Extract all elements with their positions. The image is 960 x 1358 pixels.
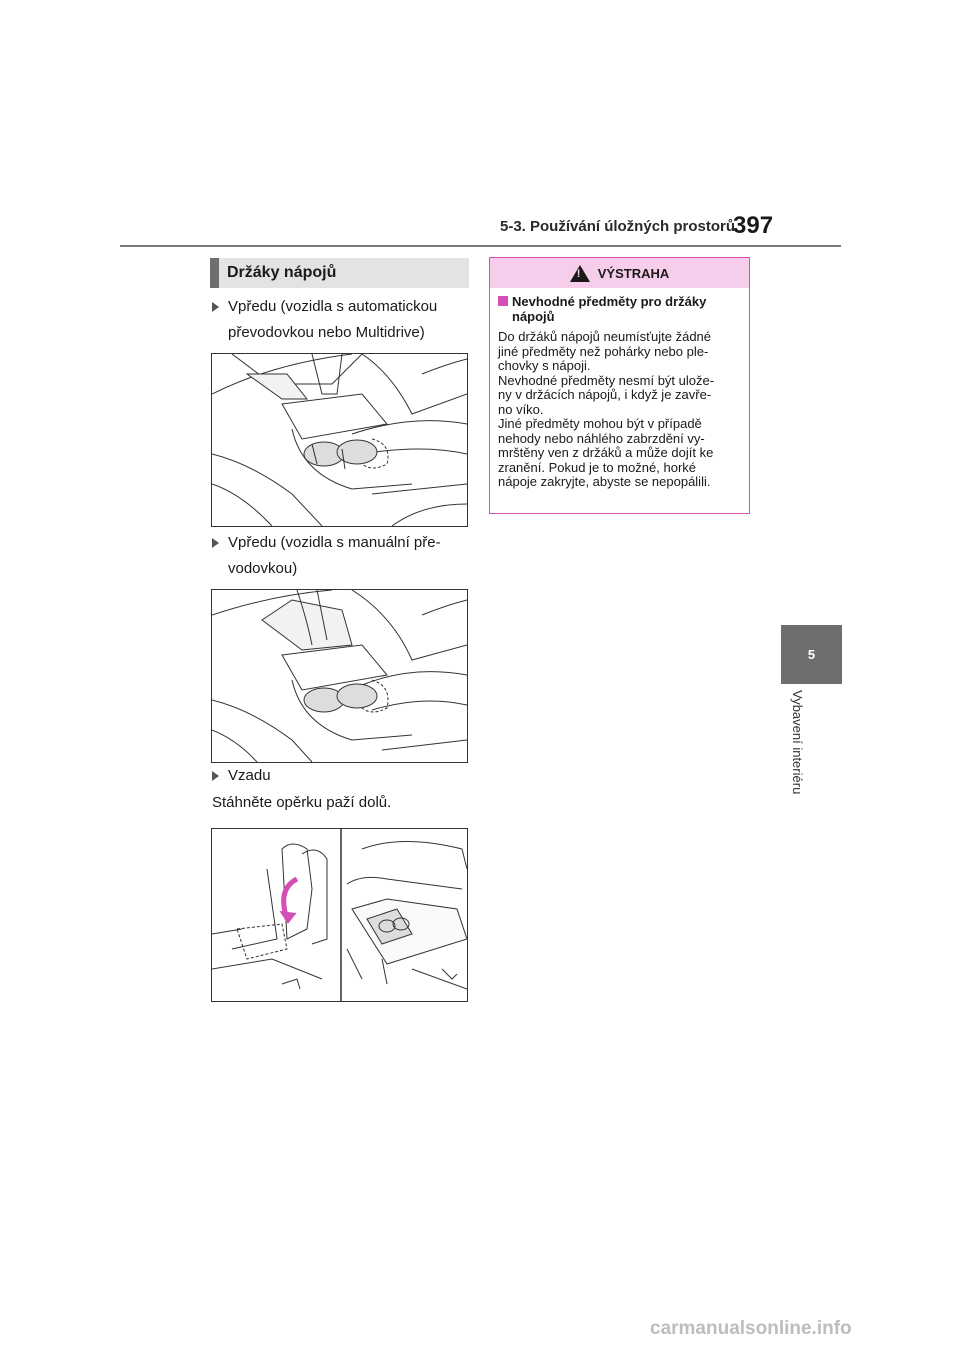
warning-line: Jiné předměty mohou být v případě <box>498 416 702 431</box>
warning-line: ny v držácích nápojů, i když je zavře- <box>498 387 712 402</box>
warning-line: nehody nebo náhlého zabrzdění vy- <box>498 430 705 446</box>
instruction-text: Stáhněte opěrku paží dolů. <box>212 794 392 811</box>
bullet-rear <box>212 763 472 789</box>
bullet-triangle-icon <box>212 538 219 548</box>
warning-line: chovky s nápoji. <box>498 358 591 373</box>
bullet-line: vodovkou) <box>228 560 298 577</box>
warning-line: Do držáků nápojů neumísťujte žádné <box>498 329 712 344</box>
warning-title: VÝSTRAHA <box>597 265 670 281</box>
chapter-number: 5 <box>807 647 816 662</box>
bullet-line: převodovkou nebo Multidrive) <box>228 324 425 341</box>
console-manual-illustration <box>212 590 467 762</box>
section-title: 5-3. Používání úložných prostorů <box>500 218 736 235</box>
bullet-front-manual <box>212 530 472 582</box>
chapter-title: Vybavení interiéru <box>790 690 805 795</box>
watermark: carmanualsonline.info <box>650 1318 852 1339</box>
bullet-line: Vzadu <box>228 767 271 784</box>
bullet-triangle-icon <box>212 771 219 781</box>
bullet-line: Vpředu (vozidla s manuální pře- <box>228 534 441 551</box>
bullet-triangle-icon <box>212 302 219 312</box>
warning-subtitle-text: Nevhodné předměty pro držáky nápojů <box>512 294 707 324</box>
warning-line: Nevhodné předměty nesmí být ulože- <box>498 372 715 388</box>
rear-armrest-illustration <box>212 829 467 1001</box>
warning-line: nápoje zakryjte, abyste se nepopálili. <box>498 474 711 489</box>
warning-triangle-icon <box>570 265 590 282</box>
warning-line: mrštěny ven z držáků a může dojít ke <box>498 445 714 460</box>
figure-front-cupholder-manual <box>211 589 468 763</box>
warning-square-icon <box>498 296 508 306</box>
warning-line: zranění. Pokud je to možné, horké <box>498 459 697 475</box>
section-heading: Držáky nápojů <box>210 258 469 288</box>
figure-front-cupholder-automatic <box>211 353 468 527</box>
console-automatic-illustration <box>212 354 467 526</box>
figure-rear-cupholder <box>211 828 468 1002</box>
warning-body <box>498 330 741 490</box>
bullet-line: Vpředu (vozidla s automatickou <box>228 298 438 315</box>
warning-header <box>490 258 749 288</box>
warning-subtitle <box>498 294 741 324</box>
chapter-side-label <box>783 690 807 830</box>
warning-line: no víko. <box>498 401 544 417</box>
warning-line: jiné předměty než pohárky nebo ple- <box>498 343 709 359</box>
page-number: 397 <box>733 212 774 239</box>
header-rule <box>120 245 841 247</box>
chapter-tab <box>781 625 842 684</box>
warning-box <box>489 257 750 514</box>
bullet-front-automatic <box>212 294 472 346</box>
